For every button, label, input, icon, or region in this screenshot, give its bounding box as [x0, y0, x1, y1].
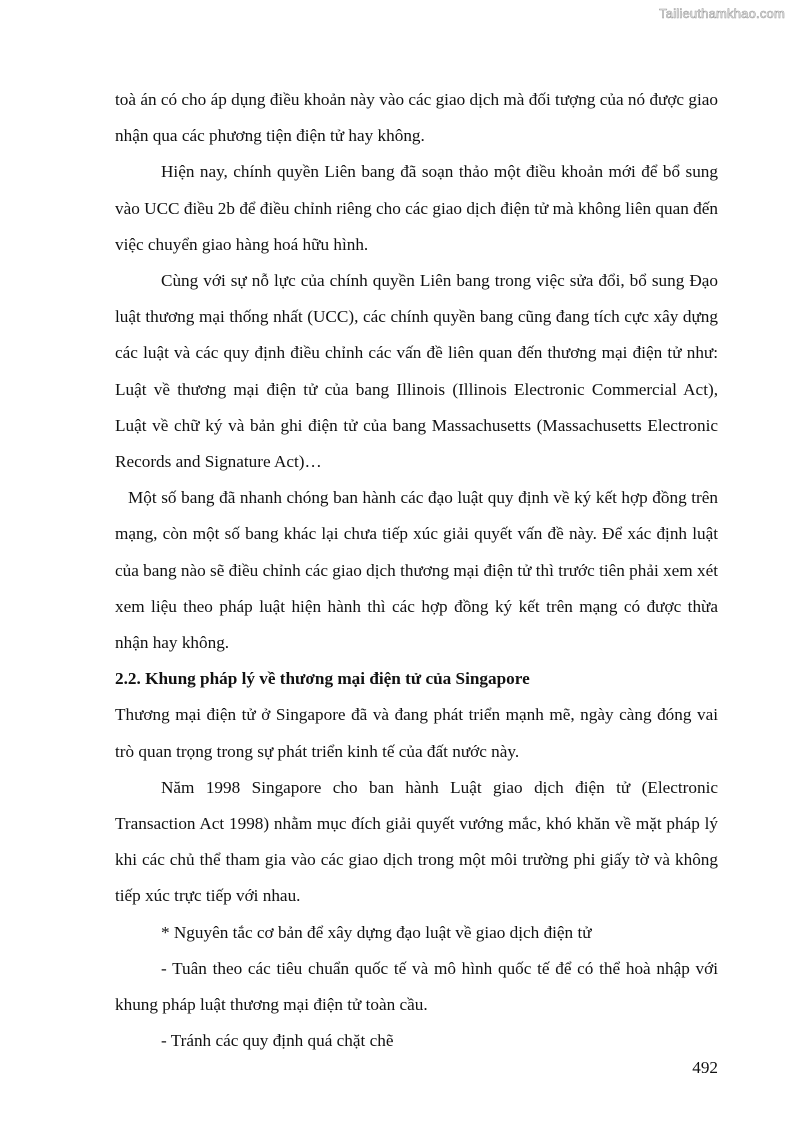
paragraph-5: Thương mại điện tử ở Singapore đã và đang phát triển mạnh mẽ, ngày càng đóng vai trò quan trọng trong sự phát triển kinh tế của đất nước này.	[115, 705, 718, 761]
paragraph-3: Cùng với sự nỗ lực của chính quyền Liên bang trong việc sửa đổi, bổ sung Đạo luật thương mại thống nhất (UCC), các chính quyền bang cũng đang tích cực xây dựng các luật và các quy định điều chỉnh các vấn đề liên quan đến thương mại điện tử như: Luật về thương mại điện tử của bang Illinois (Illinois Electronic Commercial Act), Luật về chữ ký và bản ghi điện tử của bang Massachusetts (Massachusetts Electronic Records and Signature Act)…	[115, 271, 718, 472]
page-number: 492	[692, 1058, 718, 1077]
paragraph-2: Hiện nay, chính quyền Liên bang đã soạn thảo một điều khoản mới để bổ sung vào UCC điều 2b để điều chỉnh riêng cho các giao dịch điện tử mà không liên quan đến việc chuyển giao hàng hoá hữu hình.	[115, 162, 718, 254]
section-heading: 2.2. Khung pháp lý về thương mại điện tử của Singapore	[115, 669, 530, 689]
document-body	[115, 82, 718, 1059]
watermark: Tailieuthamkhao.com	[659, 6, 785, 21]
paragraph-9: - Tránh các quy định quá chặt chẽ	[161, 1031, 394, 1051]
paragraph-7: * Nguyên tắc cơ bản để xây dựng đạo luật về giao dịch điện tử	[161, 922, 592, 942]
paragraph-1: toà án có cho áp dụng điều khoản này vào các giao dịch mà đối tượng của nó được giao nhận qua các phương tiện điện tử hay không.	[115, 90, 718, 146]
paragraph-8: - Tuân theo các tiêu chuẩn quốc tế và mô hình quốc tế để có thể hoà nhập với khung pháp luật thương mại điện tử toàn cầu.	[115, 958, 718, 1015]
paragraph-4: Một số bang đã nhanh chóng ban hành các đạo luật quy định về ký kết hợp đồng trên mạng, còn một số bang khác lại chưa tiếp xúc giải quyết vấn đề này. Để xác định luật của bang nào sẽ điều chỉnh các giao dịch thương mại điện tử thì trước tiên phải xem xét xem liệu theo pháp luật hiện hành thì các hợp đồng ký kết trên mạng có được thừa nhận hay không.	[115, 488, 718, 653]
paragraph-6: Năm 1998 Singapore cho ban hành Luật giao dịch điện tử (Electronic Transaction Act 1998) nhằm mục đích giải quyết vướng mắc, khó khăn về mặt pháp lý khi các chủ thể tham gia vào các giao dịch trong một môi trường phi giấy tờ và không tiếp xúc trực tiếp với nhau.	[115, 777, 718, 906]
